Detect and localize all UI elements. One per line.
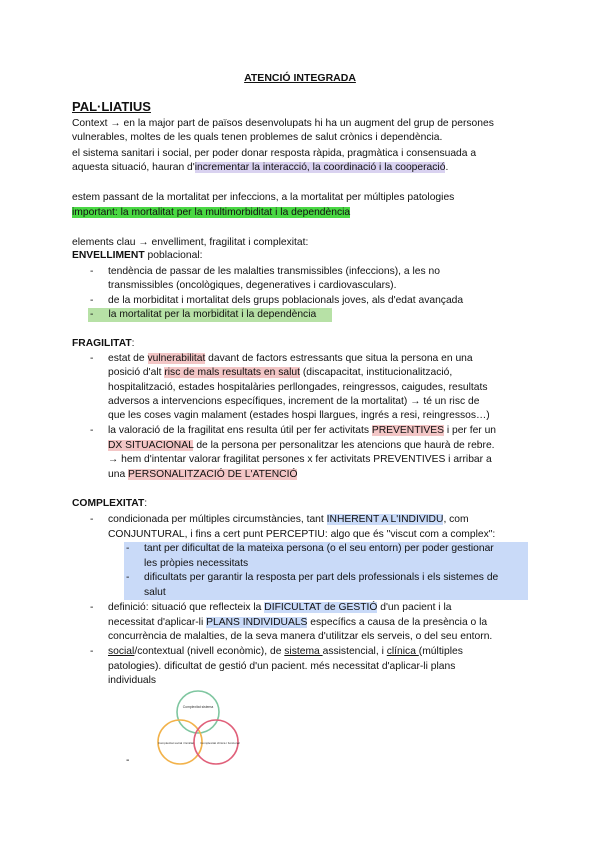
bullet-dash: - xyxy=(90,646,94,657)
bullet-dash: - xyxy=(90,266,94,277)
text-line xyxy=(108,366,564,380)
text-line: concurrència de malalties, de la seva manera d'utilitzar els serveis, o del seu entorn. xyxy=(108,631,493,642)
page-title: ATENCIÓ INTEGRADA xyxy=(244,72,356,84)
text-span: i per fer un xyxy=(443,425,497,436)
text-line: estem passant de la mortalitat per infeccions, a la mortalitat per múltiples patologies xyxy=(72,192,455,203)
highlight-blue: DIFICULTAT de GESTIÓ xyxy=(264,602,378,613)
venn-label-top: Complexitat sistema xyxy=(182,705,214,709)
bullet-dash: - xyxy=(90,514,94,525)
text-line: → hem d'intentar valorar fragilitat persones x fer activitats PREVENTIVES i arribar a xyxy=(108,454,492,465)
text-line: Context → en la major part de països desenvolupats hi ha un augment del grup de persones xyxy=(72,118,494,129)
text-line: salut xyxy=(144,587,166,598)
text-line: tendència de passar de les malalties transmissibles (infeccions), a les no xyxy=(108,266,440,277)
text-line: individuals xyxy=(108,675,157,686)
text-line: que les coses vagin malament (estades hospi llargues, ingrés a resi, reingressos…) xyxy=(108,410,490,421)
text-line xyxy=(72,337,528,351)
text-line xyxy=(108,424,564,438)
highlight-red: DX SITUACIONAL xyxy=(108,440,194,451)
highlight-purple: incrementar la interacció, la coordinació i la cooperació xyxy=(194,162,446,173)
section-heading: PAL·LIATIUS xyxy=(72,99,151,114)
text-line xyxy=(88,308,332,322)
text-line: transmissibles (oncològiques, degeneratives i cardiovasculars). xyxy=(108,280,397,291)
bullet-dash: - xyxy=(126,755,130,766)
text-span: posició d'alt xyxy=(108,367,165,378)
text-span: (múltiples xyxy=(418,646,463,657)
text-line: CONJUNTURAL, i fins a cert punt PERCEPTIU: algo que és "viscut com a complex": xyxy=(108,529,496,540)
text-line xyxy=(72,206,528,220)
bold-label: ENVELLIMENT xyxy=(72,250,145,261)
text-span: davant de factors estressants que situa la persona en una xyxy=(205,353,473,364)
text-line: de la morbiditat i mortalitat dels grups poblacionals joves, als d'edat avançada xyxy=(108,295,464,306)
text-line xyxy=(108,616,564,630)
highlight-green: important: la mortalitat per la multimorbiditat i la dependència xyxy=(72,207,351,218)
bold-label: FRAGILITAT xyxy=(72,338,132,349)
highlight-lightgreen xyxy=(88,308,332,322)
text-line: hospitalització, estades hospitalàries perllongades, reingressos, caigudes, resultats xyxy=(108,382,488,393)
text-span: : xyxy=(144,498,148,509)
text-line xyxy=(108,513,564,527)
text-line: tant per dificultat de la mateixa persona (o el seu entorn) per poder gestionar xyxy=(144,543,494,554)
text-line: elements clau → envelliment, fragilitat i complexitat: xyxy=(72,237,309,248)
highlight-red: PERSONALITZACIÓ DE L'ATENCIÓ xyxy=(128,469,298,480)
text-span: assistencial, i xyxy=(322,646,387,657)
text-line xyxy=(72,249,528,263)
text-line xyxy=(108,645,564,659)
venn-label-left: Complexitat social i familiar xyxy=(157,741,195,745)
text-span: condicionada per múltiples circumstàncies, tant xyxy=(108,514,327,525)
text-span: , com xyxy=(443,514,469,525)
text-span: la mortalitat per la morbiditat i la dependència xyxy=(108,309,317,320)
text-span: d'un pacient i la xyxy=(377,602,452,613)
text-line: dificultats per garantir la resposta per part dels professionals i els sistemes de xyxy=(144,572,499,583)
text-span: específics a causa de la presència o la xyxy=(307,617,488,628)
bullet-dash: - xyxy=(126,572,130,583)
text-span: definició: situació que reflecteix la xyxy=(108,602,265,613)
venn-circle-top xyxy=(177,691,219,733)
highlight-red: PREVENTIVES xyxy=(371,425,444,436)
highlight-red: vulnerabilitat xyxy=(147,353,206,364)
bullet-dash: - xyxy=(90,295,94,306)
text-span: estat de xyxy=(108,353,148,364)
text-line xyxy=(108,439,564,453)
text-line xyxy=(72,497,528,511)
underlined-word: sistema xyxy=(284,646,323,657)
bullet-dash: - xyxy=(90,309,94,320)
highlight-blue: INHERENT A L'INDIVIDU xyxy=(326,514,444,525)
text-span: necessitat d'aplicar-li xyxy=(108,617,207,628)
highlight-blue: PLANS INDIVIDUALS xyxy=(206,617,308,628)
text-line: patologies). dificultat de gestió d'un pacient. més necessitat d'aplicar-li plans xyxy=(108,661,456,672)
text-span: (discapacitat, institucionalització, xyxy=(299,367,453,378)
text-line xyxy=(108,468,564,482)
text-span: . xyxy=(445,162,449,173)
text-span: aquesta situació, hauran d' xyxy=(72,162,195,173)
bullet-dash: - xyxy=(126,543,130,554)
text-span: de la persona per personalitzar les atencions que haurà de rebre. xyxy=(193,440,495,451)
text-line xyxy=(108,352,564,366)
highlight-red: risc de mals resultats en salut xyxy=(164,367,300,378)
underlined-word: social xyxy=(108,646,135,657)
venn-label-right: Complexitat clínica i funcional xyxy=(200,741,240,745)
venn-diagram xyxy=(150,690,246,766)
text-span: : xyxy=(131,338,135,349)
text-line xyxy=(72,161,528,175)
text-span: una xyxy=(108,469,129,480)
bullet-dash: - xyxy=(90,353,94,364)
text-span: la valoració de la fragilitat ens resulta útil per fer activitats xyxy=(108,425,372,436)
text-line: les pròpies necessitats xyxy=(144,558,249,569)
text-span: /contextual (nivell econòmic), de xyxy=(134,646,285,657)
text-line: adversos a intervencions específiques, increment de la mortalitat) → té un risc de xyxy=(108,396,480,407)
text-span: poblacional: xyxy=(144,250,203,261)
text-line xyxy=(108,601,564,615)
text-line: el sistema sanitari i social, per poder donar resposta ràpida, pragmàtica i consensuada a xyxy=(72,148,477,159)
bullet-dash: - xyxy=(90,425,94,436)
text-line: vulnerables, moltes de les quals tenen problemes de salut crònics i dependència. xyxy=(72,132,443,143)
underlined-word: clínica xyxy=(386,646,419,657)
bold-label: COMPLEXITAT xyxy=(72,498,145,509)
bullet-dash: - xyxy=(90,602,94,613)
